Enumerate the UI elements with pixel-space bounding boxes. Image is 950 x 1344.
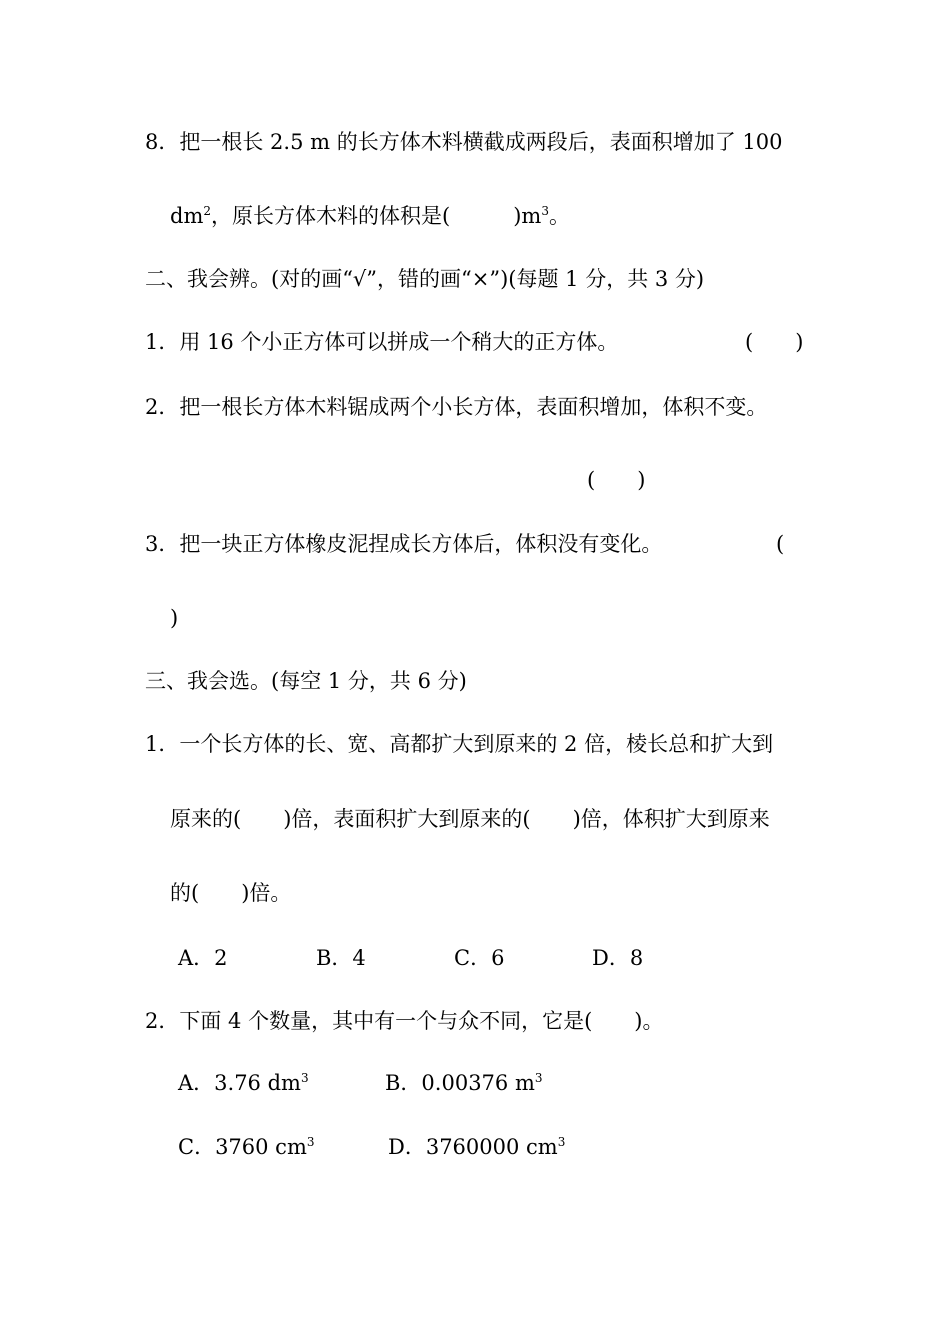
- s3-q2-option-c-sup: 3: [306, 1135, 315, 1149]
- s3-q2-text: 2．下面 4 个数量，其中有一个与众不同，它是( )。: [145, 1009, 664, 1033]
- s2-q3-text: 3．把一块正方体橡皮泥捏成长方体后，体积没有变化。: [145, 532, 663, 556]
- s2-q2-answer-bracket[interactable]: ( ): [587, 468, 646, 492]
- s3-q2-option-d[interactable]: [388, 1137, 565, 1158]
- s2-q3-bracket-close: ): [170, 606, 179, 630]
- s3-q1-option-d[interactable]: D．8: [592, 946, 644, 970]
- s2-q1-answer-bracket[interactable]: ( ): [745, 330, 804, 354]
- section3-heading: 三、我会选。(每空 1 分，共 6 分): [145, 669, 467, 693]
- s3-q2-option-c-label: C．3760 cm: [178, 1135, 307, 1159]
- s3-q2-option-b-label: B．0.00376 m: [385, 1071, 535, 1095]
- q8-end: 。: [548, 204, 570, 228]
- q8-sup-2: 2: [203, 204, 211, 218]
- s2-q1-text: 1．用 16 个小正方体可以拼成一个稍大的正方体。: [145, 330, 619, 354]
- section2-heading: 二、我会辨。(对的画“√”，错的画“×”)(每题 1 分，共 3 分): [145, 267, 705, 291]
- q8-sup-3: 3: [541, 204, 549, 218]
- s3-q1-option-c[interactable]: C．6: [454, 946, 505, 970]
- s3-q1-line3: 的( )倍。: [170, 881, 292, 905]
- s3-q1-option-b[interactable]: B．4: [316, 946, 366, 970]
- s3-q2-option-d-label: D．3760000 cm: [388, 1135, 558, 1159]
- s3-q2-option-a-sup: 3: [300, 1071, 309, 1085]
- s3-q1-option-a[interactable]: A．2: [178, 946, 228, 970]
- s2-q2-text: 2．把一根长方体木料锯成两个小长方体，表面积增加，体积不变。: [145, 395, 768, 419]
- s3-q1-line2: 原来的( )倍，表面积扩大到原来的( )倍，体积扩大到原来: [170, 807, 770, 831]
- s3-q2-option-b-sup: 3: [534, 1071, 543, 1085]
- q8-text: ，原长方体木料的体积是( )m: [211, 204, 542, 228]
- s3-q2-option-a-label: A．3.76 dm: [178, 1071, 301, 1095]
- s3-q1-line1: 1．一个长方体的长、宽、高都扩大到原来的 2 倍，棱长总和扩大到: [145, 732, 774, 756]
- s3-q2-option-c[interactable]: [178, 1137, 315, 1158]
- s3-q2-option-b[interactable]: [385, 1073, 543, 1094]
- s3-q2-option-a[interactable]: [178, 1073, 309, 1094]
- s2-q3-bracket-open[interactable]: (: [776, 532, 785, 556]
- q8-line1: 8．把一根长 2.5 m 的长方体木料横截成两段后，表面积增加了 100: [145, 130, 783, 154]
- q8-line2: [170, 206, 570, 227]
- q8-unit-dm: dm: [170, 204, 204, 228]
- s3-q2-option-d-sup: 3: [557, 1135, 566, 1149]
